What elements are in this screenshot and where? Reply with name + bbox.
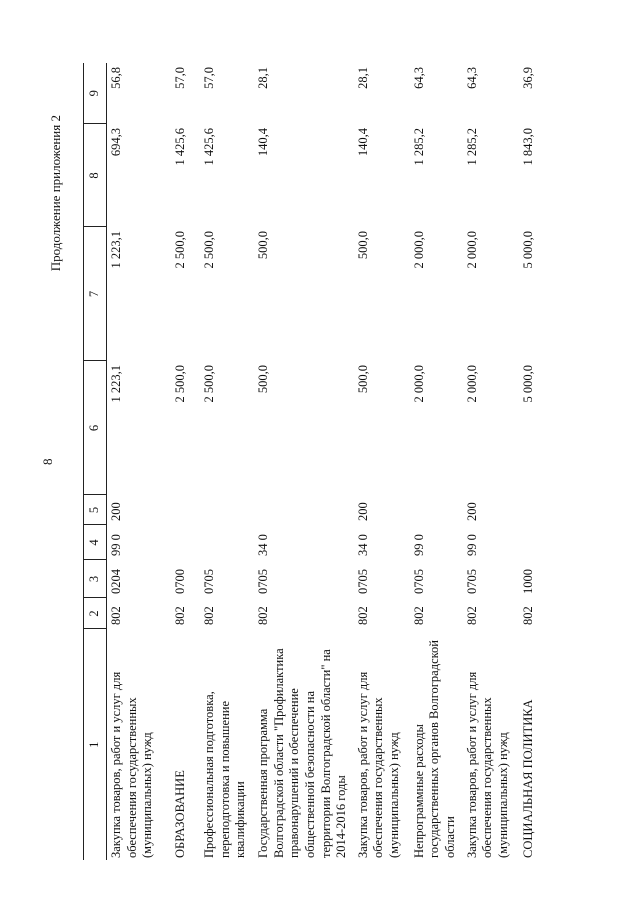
- cell-col7: 2 000,0: [411, 231, 426, 269]
- table-row: [171, 63, 200, 860]
- cell-col6: 2 000,0: [464, 365, 479, 403]
- column-header: 8: [84, 124, 107, 227]
- cell-col8: 1 285,2: [411, 128, 426, 166]
- column-header: 2: [84, 598, 107, 629]
- cell-col6: 2 000,0: [411, 365, 426, 403]
- cell-col9: 64,3: [464, 67, 479, 89]
- cell-ministry-code: 802: [109, 606, 123, 625]
- column-header: 4: [84, 525, 107, 560]
- cell-col9: 28,1: [256, 67, 270, 89]
- cell-section-code: 0204: [109, 569, 123, 594]
- cell-section-code: 1000: [520, 569, 535, 594]
- cell-expense-type: [200, 495, 254, 525]
- row-name: Закупка товаров, работ и услуг для обеспечения государственных (муниципальных) нужд: [109, 671, 155, 858]
- table-row: [200, 63, 254, 860]
- cell-col7: 2 500,0: [202, 231, 216, 269]
- cell-section-code: 0700: [173, 569, 187, 594]
- column-header: 3: [84, 560, 107, 598]
- cell-col8: 140,4: [355, 128, 370, 157]
- row-name: Профессиональная подготовка, переподготовка и повышение квалификации: [202, 691, 248, 858]
- cell-col6: 5 000,0: [520, 365, 535, 403]
- cell-col8: 1 425,6: [173, 128, 187, 166]
- cell-section-code: 0705: [256, 569, 270, 594]
- cell-section-code: 0705: [464, 569, 479, 594]
- row-name: СОЦИАЛЬНАЯ ПОЛИТИКА: [520, 699, 535, 858]
- cell-program-code: [519, 525, 549, 560]
- cell-col8: 1 843,0: [520, 128, 535, 166]
- cell-col7: 1 223,1: [109, 231, 123, 269]
- cell-expense-type: 200: [464, 502, 479, 521]
- cell-col9: 64,3: [411, 67, 426, 89]
- cell-section-code: 0705: [411, 569, 426, 594]
- cell-col6: 500,0: [355, 365, 370, 394]
- cell-col7: 500,0: [256, 231, 270, 260]
- cell-expense-type: [410, 495, 463, 525]
- cell-program-code: 34 0: [355, 534, 370, 556]
- cell-program-code: 34 0: [256, 534, 270, 556]
- cell-ministry-code: 802: [173, 606, 187, 625]
- cell-col7: 500,0: [355, 231, 370, 260]
- column-header: 7: [84, 227, 107, 361]
- cell-ministry-code: 802: [202, 606, 216, 625]
- cell-ministry-code: 802: [256, 606, 270, 625]
- cell-col9: 56,8: [109, 67, 123, 89]
- cell-col8: 140,4: [256, 128, 270, 157]
- appendix-continuation-label: Продолжение приложения 2: [48, 115, 63, 272]
- cell-ministry-code: 802: [355, 606, 370, 625]
- cell-ministry-code: 802: [411, 606, 426, 625]
- cell-ministry-code: 802: [520, 606, 535, 625]
- table-row: [463, 63, 519, 860]
- cell-col8: 694,3: [109, 128, 123, 157]
- column-header: 6: [84, 361, 107, 495]
- cell-section-code: 0705: [355, 569, 370, 594]
- cell-expense-type: 200: [355, 502, 370, 521]
- cell-col9: 28,1: [355, 67, 370, 89]
- table-row: [410, 63, 463, 860]
- cell-col7: 2 500,0: [173, 231, 187, 269]
- cell-ministry-code: 802: [464, 606, 479, 625]
- cell-program-code: 99 0: [464, 534, 479, 556]
- cell-section-code: 0705: [202, 569, 216, 594]
- cell-col6: 500,0: [256, 365, 270, 394]
- cell-col9: 57,0: [173, 67, 187, 89]
- cell-col9: 57,0: [202, 67, 216, 89]
- cell-program-code: 99 0: [109, 534, 123, 556]
- column-header: 5: [84, 495, 107, 525]
- row-name: ОБРАЗОВАНИЕ: [173, 770, 187, 858]
- table-row: [107, 63, 172, 860]
- page-number: 8: [40, 458, 55, 465]
- cell-expense-type: [519, 495, 549, 525]
- cell-col7: 2 000,0: [464, 231, 479, 269]
- header-row: [84, 63, 107, 860]
- table-row: [254, 63, 354, 860]
- cell-col6: 2 500,0: [173, 365, 187, 403]
- row-name: Закупка товаров, работ и услуг для обеспечения государственных (муниципальных) нужд: [464, 671, 510, 858]
- cell-program-code: [171, 525, 200, 560]
- cell-expense-type: [171, 495, 200, 525]
- cell-col8: 1 285,2: [464, 128, 479, 166]
- row-name: Непрограммные расходы государственных органов Волгоградской области: [411, 640, 457, 858]
- cell-program-code: [200, 525, 254, 560]
- budget-table: [83, 63, 549, 860]
- cell-col6: 1 223,1: [109, 365, 123, 403]
- table-row: [354, 63, 410, 860]
- column-header: 9: [84, 63, 107, 124]
- cell-program-code: 99 0: [411, 534, 426, 556]
- cell-expense-type: 200: [109, 502, 123, 521]
- table-row: [519, 63, 549, 860]
- cell-col8: 1 425,6: [202, 128, 216, 166]
- cell-col7: 5 000,0: [520, 231, 535, 269]
- cell-expense-type: [254, 495, 354, 525]
- cell-col9: 36,9: [520, 67, 535, 89]
- row-name: Государственная программа Волгоградской области "Профилактика правонарушений и обеспечение общественной безопасности на территории Волгоградской области" на 2014-2016 годы: [256, 648, 349, 858]
- row-name: Закупка товаров, работ и услуг для обеспечения государственных (муниципальных) нужд: [355, 671, 401, 858]
- column-header: 1: [84, 629, 107, 860]
- cell-col6: 2 500,0: [202, 365, 216, 403]
